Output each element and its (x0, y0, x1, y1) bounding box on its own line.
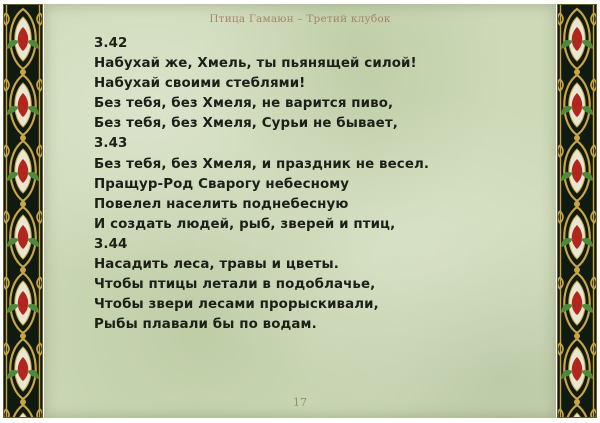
verse-text (94, 34, 534, 335)
verse-line: Без тебя, без Хмеля, не варится пиво, (94, 96, 394, 112)
verse-line: Чтобы звери лесами прорыскивали, (94, 297, 379, 313)
ornamental-border-icon (558, 5, 596, 417)
verse-line: Повелел населить поднебесную (94, 196, 349, 212)
verse-line: И создать людей, рыб, зверей и птиц, (94, 216, 396, 232)
ornament-motif (558, 405, 596, 417)
verse-line: Пращур-Род Сварогу небесному (94, 176, 350, 192)
left-ornamental-border-icon (3, 4, 43, 418)
verse-line: Набухай своими стеблями! (94, 76, 306, 92)
ornament-motif (558, 9, 596, 69)
verse-line: Рыбы плавали бы по водам. (94, 317, 317, 333)
verse-line: Без тебя, без Хмеля, Сурьи не бывает, (94, 116, 398, 132)
ornamental-border-icon (4, 5, 42, 417)
right-ornamental-border-icon (557, 4, 597, 418)
verse-number: 3.44 (94, 236, 128, 252)
parchment-page (44, 4, 556, 418)
ornament-motif (4, 75, 42, 135)
ornament-motif (4, 339, 42, 399)
ornament-motif (558, 273, 596, 333)
ornament-motif (4, 405, 42, 417)
running-header: Птица Гамаюн – Третий клубок (209, 13, 391, 25)
ornament-motif (4, 273, 42, 333)
ornament-motif (558, 339, 596, 399)
page-number: 17 (293, 396, 307, 409)
verse-line: Без тебя, без Хмеля, и праздник не весел. (94, 156, 430, 172)
verse-line: Чтобы птицы летали в подоблачье, (94, 277, 376, 293)
ornament-motif (4, 9, 42, 69)
verse-line: Насадить леса, травы и цветы. (94, 257, 339, 273)
verse-number: 3.42 (94, 36, 128, 51)
ornament-motif (558, 141, 596, 201)
ornament-motif (4, 207, 42, 267)
verse-number: 3.43 (94, 136, 128, 152)
ornament-motif (558, 207, 596, 267)
ornament-motif (4, 141, 42, 201)
verse-line: Набухай же, Хмель, ты пьянящей силой! (94, 56, 417, 72)
ornament-motif (558, 75, 596, 135)
